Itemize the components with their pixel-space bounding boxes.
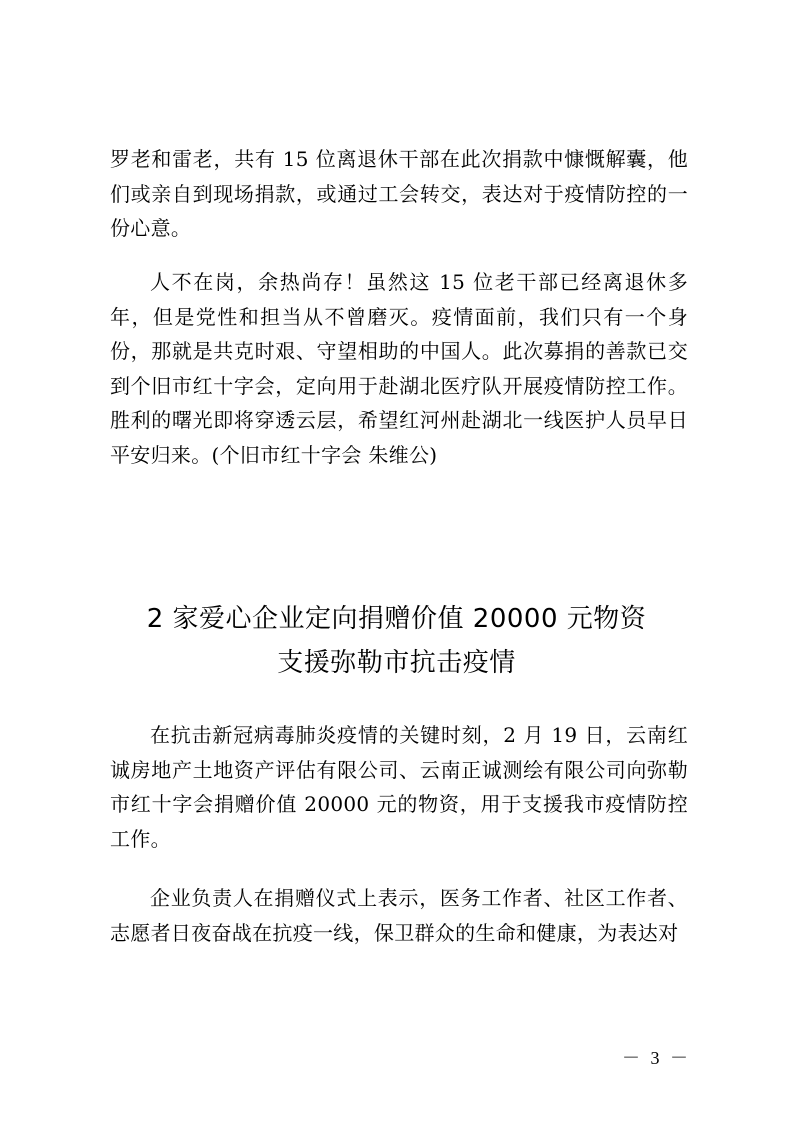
paragraph-red-cross-delivery: 人不在岗，余热尚存！虽然这 15 位老干部已经离退休多年，但是党性和担当从不曾磨灭。疫情面前，我们只有一个身份，那就是共克时艰、守望相助的中国人。此次募捐的善款已交到个旧市红十字会，定向用于赴湖北医疗队开展疫情防控工作。胜利的曙光即将穿透云层，希望红河州赴湖北一线医护人员早日平安归来。(个旧市红十字会 朱维公) [110,270,688,467]
page-number: － 3 － [622,1048,691,1068]
section-heading-line-2: 支援弥勒市抗击疫情 [277,648,516,678]
paragraph-donation-ceremony: 企业负责人在捐赠仪式上表示，医务工作者、社区工作者、志愿者日夜奋战在抗疫一线，保卫群众的生命和健康，为表达对 [110,886,688,945]
section-heading-line-1: 2 家爱心企业定向捐赠价值 20000 元物资 [146,604,647,634]
paragraph-retired-cadres-donation: 罗老和雷老，共有 15 位离退休干部在此次捐款中慷慨解囊，他们或亲自到现场捐款，或通过工会转交，表达对于疫情防控的一份心意。 [110,147,688,240]
paragraph-enterprise-donation: 在抗击新冠病毒肺炎疫情的关键时刻，2 月 19 日，云南红诚房地产土地资产评估有限公司、云南正诚测绘有限公司向弥勒市红十字会捐赠价值 20000 元的物资，用于支援我市疫情防控工作。 [110,723,688,851]
section-heading [60,597,733,685]
